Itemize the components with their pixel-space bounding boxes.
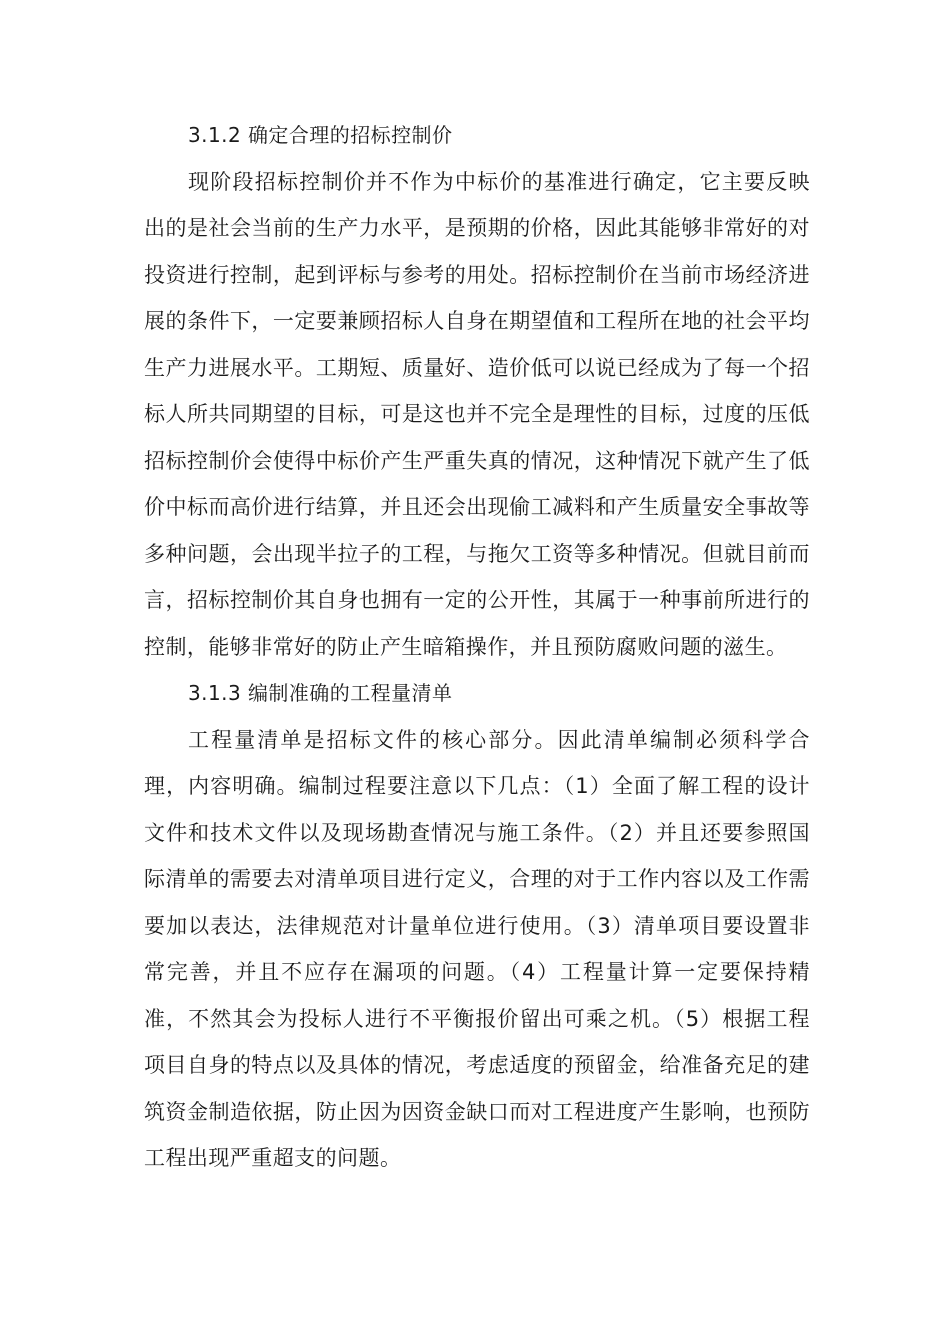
section-paragraph-3-1-2: 现阶段招标控制价并不作为中标价的基准进行确定，它主要反映出的是社会当前的生产力水平，是预期的价格，因此其能够非常好的对投资进行控制，起到评标与参考的用处。招标控制价在当前市场经济进展的条件下，一定要兼顾招标人自身在期望值和工程所在地的社会平均生产力进展水平。工期短、质量好、造价低可以说已经成为了每一个招标人所共同期望的目标，可是这也并不完全是理性的目标，过度的压低招标控制价会使得中标价产生严重失真的情况，这种情况下就产生了低价中标而高价进行结算，并且还会出现偷工减料和产生质量安全事故等多种问题，会出现半拉子的工程，与拖欠工资等多种情况。但就目前而言，招标控制价其自身也拥有一定的公开性，其属于一种事前所进行的控制，能够非常好的防止产生暗箱操作，并且预防腐败问题的滋生。 bbox=[144, 169, 810, 659]
section-paragraph-3-1-3: 工程量清单是招标文件的核心部分。因此清单编制必须科学合理，内容明确。编制过程要注意以下几点：（1）全面了解工程的设计文件和技术文件以及现场勘查情况与施工条件。（2）并且还要参照国际清单的需要去对清单项目进行定义，合理的对于工作内容以及工作需要加以表达，法律规范对计量单位进行使用。（3）清单项目要设置非常完善，并且不应存在漏项的问题。（4）工程量计算一定要保持精准，不然其会为投标人进行不平衡报价留出可乘之机。（5）根据工程项目自身的特点以及具体的情况，考虑适度的预留金，给准备充足的建筑资金制造依据，防止因为因资金缺口而对工程进度产生影响，也预防工程出现严重超支的问题。 bbox=[144, 727, 810, 1170]
section-heading-3-1-3: 3.1.3 编制准确的工程量清单 bbox=[188, 681, 453, 705]
section-heading-3-1-2: 3.1.2 确定合理的招标控制价 bbox=[188, 123, 453, 147]
document-body bbox=[144, 112, 810, 1182]
